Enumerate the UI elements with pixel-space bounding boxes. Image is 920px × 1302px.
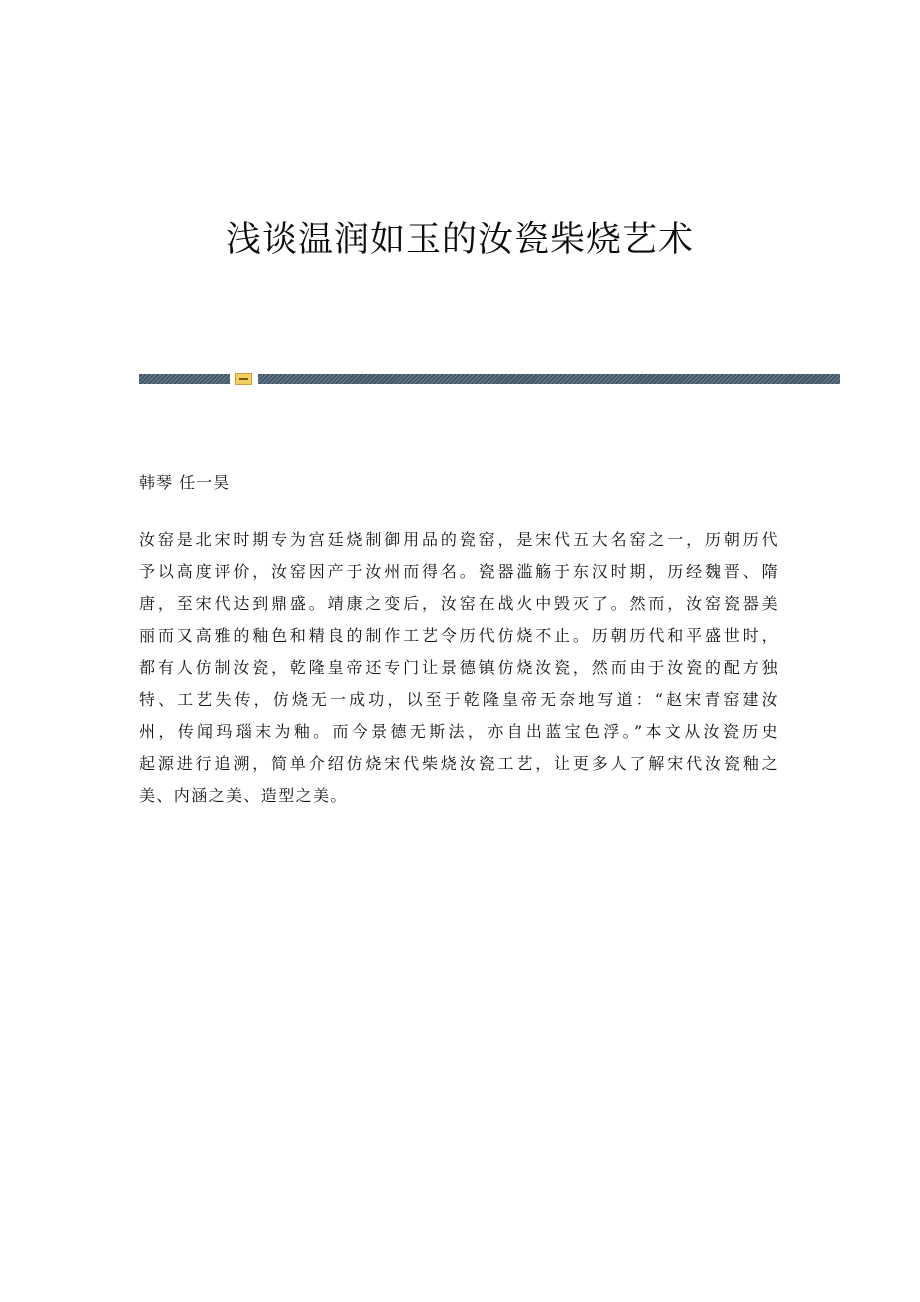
abstract-line: 汝窑是北宋时期专为宫廷烧制御用品的瓷窑，是宋代五大名窑之一，历朝历代	[139, 530, 779, 549]
abstract-line: 美、内涵之美、造型之美。	[139, 786, 348, 805]
abstract-line: 丽而又高雅的釉色和精良的制作工艺令历代仿烧不止。历朝历代和平盛世时，	[139, 626, 779, 645]
document-title: 浅谈温润如玉的汝瓷柴烧艺术	[225, 220, 694, 260]
abstract-paragraph	[139, 524, 779, 812]
abstract-line: 予以高度评价，汝窑因产于汝州而得名。瓷器滥觞于东汉时期，历经魏晋、隋	[139, 562, 779, 581]
abstract-line: 州，传闻玛瑙末为釉。而今景德无斯法，亦自出蓝宝色浮。”本文从汝瓷历史	[139, 722, 779, 741]
decorative-rule-left	[139, 374, 230, 384]
abstract-line: 起源进行追溯，简单介绍仿烧宋代柴烧汝瓷工艺，让更多人了解宋代汝瓷釉之	[139, 754, 779, 773]
decorative-rule-emblem-icon	[235, 373, 252, 385]
abstract-line: 唐，至宋代达到鼎盛。靖康之变后，汝窑在战火中毁灭了。然而，汝窑瓷器美	[139, 594, 779, 613]
decorative-rule-right	[258, 374, 840, 384]
abstract-line: 都有人仿制汝瓷，乾隆皇帝还专门让景德镇仿烧汝瓷，然而由于汝瓷的配方独	[139, 658, 779, 677]
author-line: 韩琴 任一昊	[139, 473, 231, 492]
abstract-line: 特、工艺失传，仿烧无一成功，以至于乾隆皇帝无奈地写道：“赵宋青窑建汝	[139, 690, 779, 709]
